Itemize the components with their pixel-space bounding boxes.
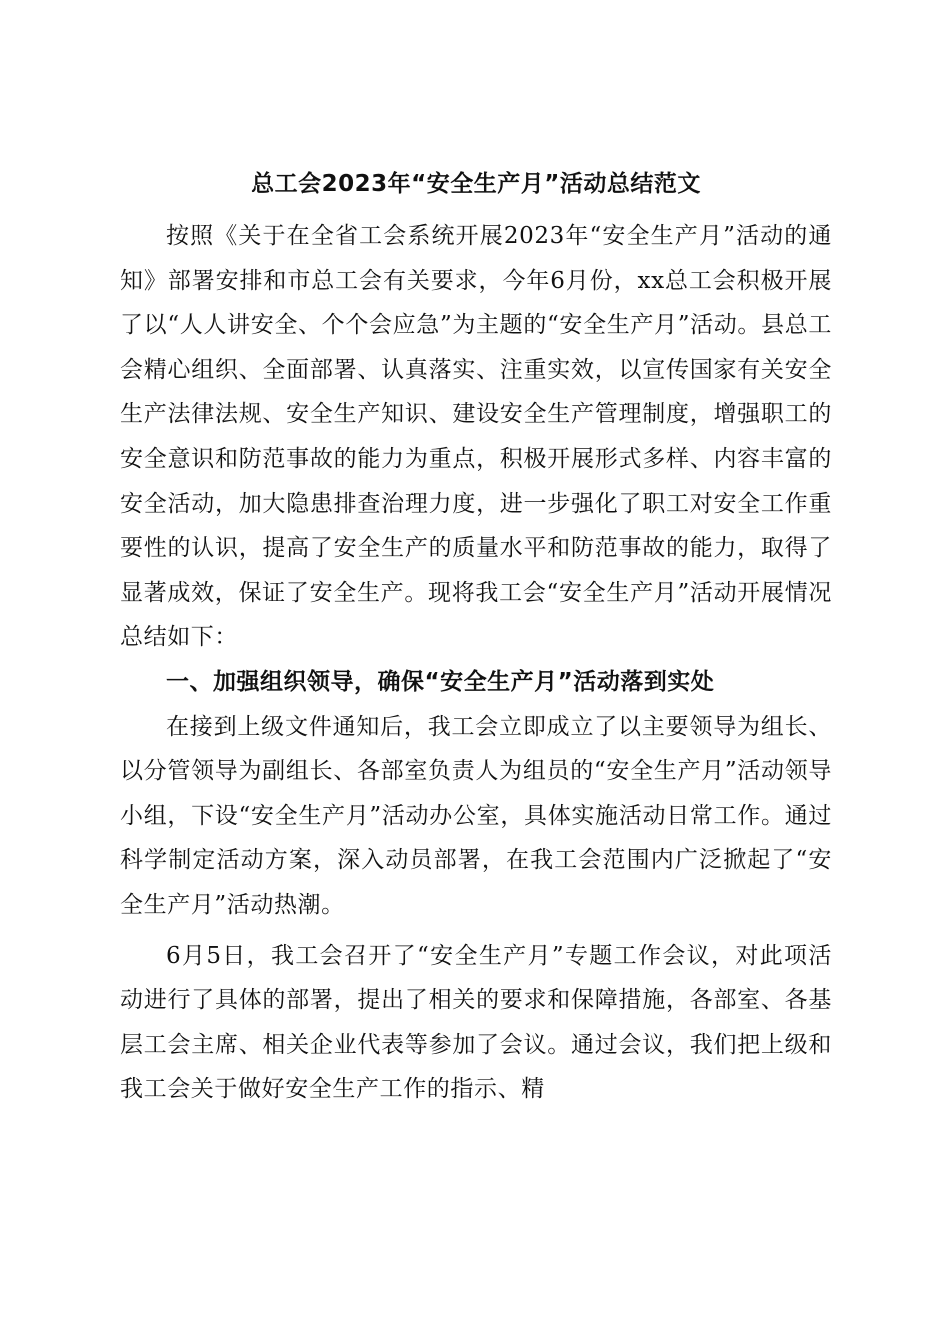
- section-heading-1: 一、加强组织领导，确保“安全生产月”活动落到实处: [166, 668, 715, 695]
- intro-paragraph: 按照《关于在全省工会系统开展2023年“安全生产月”活动的通知》部署安排和市总工会有关要求，今年6月份，xx总工会积极开展了以“人人讲安全、个个会应急”为主题的“安全生产月”活动。县总工会精心组织、全面部署、认真落实、注重实效，以宣传国家有关安全生产法律法规、安全生产知识、建设安全生产管理制度，增强职工的安全意识和防范事故的能力为重点，积极开展形式多样、内容丰富的安全活动，加大隐患排查治理力度，进一步强化了职工对安全工作重要性的认识，提高了安全生产的质量水平和防范事故的能力，取得了显著成效，保证了安全生产。现将我工会“安全生产月”活动开展情况总结如下：: [120, 223, 832, 651]
- document-title: 总工会2023年“安全生产月”活动总结范文: [251, 171, 701, 197]
- section-1-paragraph-1: 在接到上级文件通知后，我工会立即成立了以主要领导为组长、以分管领导为副组长、各部室负责人为组员的“安全生产月”活动领导小组，下设“安全生产月”活动办公室，具体实施活动日常工作。通过科学制定活动方案，深入动员部署，在我工会范围内广泛掀起了“安全生产月”活动热潮。: [120, 713, 832, 918]
- document-body: [120, 162, 832, 1112]
- section-1-paragraph-2: 6月5日，我工会召开了“安全生产月”专题工作会议，对此项活动进行了具体的部署，提出了相关的要求和保障措施，各部室、各基层工会主席、相关企业代表等参加了会议。通过会议，我们把上级和我工会关于做好安全生产工作的指示、精: [120, 942, 832, 1103]
